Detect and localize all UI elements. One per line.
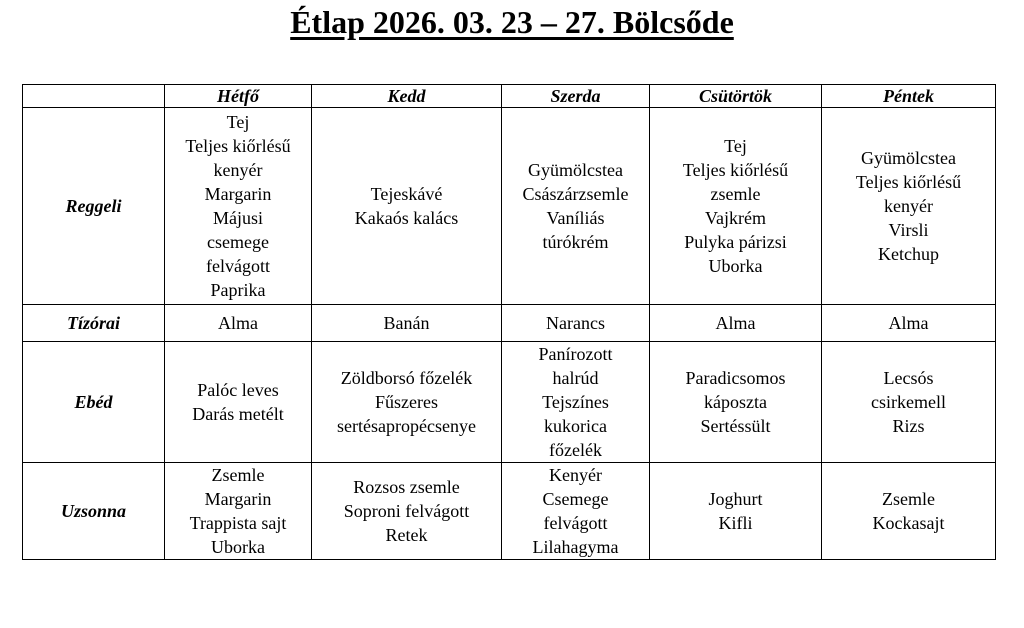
menu-item: Rizs	[892, 416, 925, 436]
menu-item: Paprika	[210, 280, 266, 300]
menu-item: Retek	[385, 525, 428, 545]
menu-item: Lilahagyma	[532, 537, 619, 557]
menu-cell-morning-snack-friday	[822, 305, 996, 342]
menu-item: Virsli	[888, 220, 929, 240]
menu-item: Kockasajt	[872, 513, 945, 533]
menu-item: Vaníliás	[546, 208, 605, 228]
menu-item: Joghurt	[708, 489, 763, 509]
corner-cell	[23, 85, 165, 108]
menu-item: kukorica	[544, 416, 607, 436]
menu-cell-afternoon-snack-tuesday	[312, 463, 502, 560]
menu-item: Uborka	[708, 256, 763, 276]
menu-item: Margarin	[204, 489, 272, 509]
menu-item: Kenyér	[549, 465, 602, 485]
menu-item: Zöldborsó főzelék	[340, 368, 473, 388]
meal-row-lunch	[23, 342, 996, 463]
menu-item: Lecsós	[883, 368, 934, 388]
meal-label: Reggeli	[23, 108, 165, 305]
menu-item: Banán	[383, 313, 430, 333]
menu-item: Tejszínes	[542, 392, 609, 412]
menu-item: Császárzsemle	[522, 184, 629, 204]
menu-item: kenyér	[213, 160, 263, 180]
menu-cell-morning-snack-monday	[165, 305, 312, 342]
page-title: Étlap 2026. 03. 23 – 27. Bölcsőde	[290, 4, 734, 40]
menu-item: Uborka	[211, 537, 265, 557]
menu-item: Sertéssült	[700, 416, 771, 436]
menu-cell-afternoon-snack-friday	[822, 463, 996, 560]
day-header-wednesday: Szerda	[502, 85, 650, 108]
menu-item: Alma	[715, 313, 756, 333]
menu-item: Teljes kiőrlésű	[185, 136, 291, 156]
menu-item: Teljes kiőrlésű	[855, 172, 962, 192]
menu-cell-afternoon-snack-monday	[165, 463, 312, 560]
menu-item: Zsemle	[882, 489, 935, 509]
menu-cell-breakfast-wednesday	[502, 108, 650, 305]
day-header-monday: Hétfő	[165, 85, 312, 108]
menu-item: Paradicsomos	[685, 368, 786, 388]
menu-item: Trappista sajt	[189, 513, 287, 533]
menu-item: Csemege	[542, 489, 609, 509]
menu-item: halrúd	[552, 368, 599, 388]
menu-item: Narancs	[546, 313, 605, 333]
menu-cell-morning-snack-thursday	[650, 305, 822, 342]
day-header-friday: Péntek	[822, 85, 996, 108]
menu-item: Májusi	[212, 208, 263, 228]
menu-item: Alma	[888, 313, 929, 333]
menu-cell-lunch-wednesday	[502, 342, 650, 463]
menu-cell-lunch-tuesday	[312, 342, 502, 463]
menu-cell-morning-snack-wednesday	[502, 305, 650, 342]
day-header-thursday: Csütörtök	[650, 85, 822, 108]
menu-cell-breakfast-friday	[822, 108, 996, 305]
menu-item: Alma	[218, 313, 258, 333]
menu-cell-lunch-monday	[165, 342, 312, 463]
menu-item: Kifli	[718, 513, 753, 533]
menu-item: káposzta	[704, 392, 767, 412]
meal-row-afternoon-snack	[23, 463, 996, 560]
menu-item: sertésapropécsenye	[337, 416, 476, 436]
menu-item: Tejeskávé	[370, 184, 443, 204]
header-row	[23, 85, 996, 108]
menu-item: zsemle	[710, 184, 761, 204]
menu-cell-breakfast-thursday	[650, 108, 822, 305]
menu-item: főzelék	[549, 440, 602, 460]
menu-cell-breakfast-tuesday	[312, 108, 502, 305]
menu-item: Ketchup	[878, 244, 939, 264]
menu-item: Darás metélt	[192, 404, 284, 424]
menu-table	[22, 84, 996, 560]
menu-item: Gyümölcstea	[528, 160, 623, 180]
menu-item: felvágott	[543, 513, 608, 533]
menu-item: Gyümölcstea	[861, 148, 956, 168]
menu-item: Fűszeres	[375, 392, 438, 412]
menu-cell-afternoon-snack-thursday	[650, 463, 822, 560]
menu-cell-morning-snack-tuesday	[312, 305, 502, 342]
menu-item: Tej	[226, 112, 250, 132]
meal-label: Uzsonna	[23, 463, 165, 560]
menu-item: Rozsos zsemle	[353, 477, 460, 497]
menu-item: Tej	[724, 136, 747, 156]
menu-item: Kakaós kalács	[354, 208, 459, 228]
menu-item: Vajkrém	[705, 208, 766, 228]
meal-row-breakfast	[23, 108, 996, 305]
meal-label: Tízórai	[23, 305, 165, 342]
menu-cell-breakfast-monday	[165, 108, 312, 305]
menu-cell-lunch-friday	[822, 342, 996, 463]
menu-item: Pulyka párizsi	[684, 232, 787, 252]
menu-item: Palóc leves	[197, 380, 279, 400]
menu-cell-afternoon-snack-wednesday	[502, 463, 650, 560]
menu-item: felvágott	[206, 256, 270, 276]
menu-item: Soproni felvágott	[343, 501, 470, 521]
menu-item: túrókrém	[542, 232, 609, 252]
day-header-tuesday: Kedd	[312, 85, 502, 108]
menu-item: Panírozott	[538, 344, 613, 364]
menu-item: Margarin	[204, 184, 272, 204]
menu-item: Teljes kiőrlésű	[682, 160, 789, 180]
menu-cell-lunch-thursday	[650, 342, 822, 463]
meal-label: Ebéd	[23, 342, 165, 463]
menu-item: csirkemell	[871, 392, 946, 412]
meal-row-morning-snack	[23, 305, 996, 342]
menu-item: csemege	[207, 232, 269, 252]
menu-item: Zsemle	[211, 465, 265, 485]
menu-item: kenyér	[884, 196, 933, 216]
